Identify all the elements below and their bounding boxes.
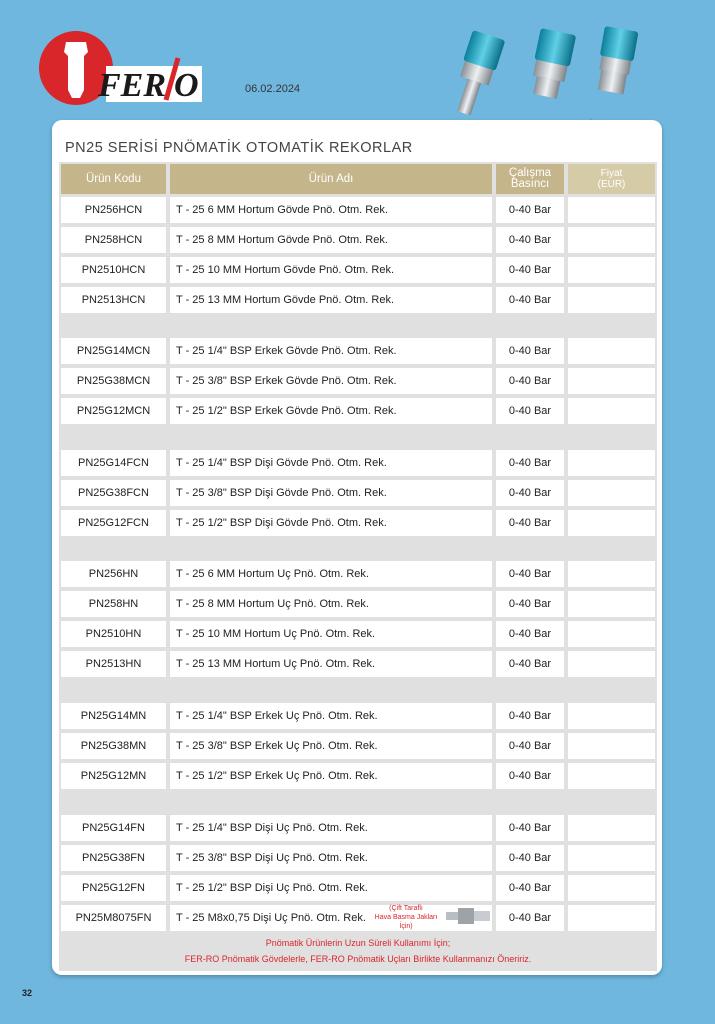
row-price-cell [568,227,655,253]
row-price-cell [568,510,655,536]
row-price-cell [568,875,655,901]
row-pressure-cell: 0-40 Bar [496,368,564,394]
row-price-cell [568,845,655,871]
row-code-cell: PN25G14MN [61,703,166,729]
row-name-cell: T - 25 1/2" BSP Erkek Gövde Pnö. Otm. Rek. [170,398,492,424]
row-name-cell: T - 25 3/8" BSP Dişi Gövde Pnö. Otm. Rek. [170,480,492,506]
row-price-cell [568,398,655,424]
row-pressure-cell: 0-40 Bar [496,257,564,283]
row-code-cell: PN256HN [61,561,166,587]
row-code-cell: PN2513HCN [61,287,166,313]
row-pressure-cell: 0-40 Bar [496,591,564,617]
row-code-cell: PN2510HN [61,621,166,647]
row-pressure-cell: 0-40 Bar [496,398,564,424]
row-pressure-cell: 0-40 Bar [496,621,564,647]
row-pressure-cell: 0-40 Bar [496,763,564,789]
row-pressure-cell: 0-40 Bar [496,480,564,506]
row-name-cell: T - 25 1/4" BSP Erkek Uç Pnö. Otm. Rek. [170,703,492,729]
row-pressure-cell: 0-40 Bar [496,197,564,223]
catalog-date: 06.02.2024 [245,83,301,95]
row-code-cell: PN25G38MN [61,733,166,759]
row-price-cell [568,815,655,841]
row-name-cell: T - 25 1/2" BSP Dişi Uç Pnö. Otm. Rek. [170,875,492,901]
row-pressure-cell: 0-40 Bar [496,845,564,871]
row-code-cell: PN25G14MCN [61,338,166,364]
row-price-cell [568,591,655,617]
page-title: PN25 SERİSİ PNÖMATİK OTOMATİK REKORLAR [65,140,413,156]
header-price [568,164,655,194]
row-pressure-cell: 0-40 Bar [496,905,564,931]
row-price-cell [568,197,655,223]
footer-note [59,935,657,967]
header-price-line1: Fiyat [600,168,623,179]
fitting-note-line2: Hava Basma Jakları İçin) [374,914,438,930]
row-name-cell: T - 25 8 MM Hortum Gövde Pnö. Otm. Rek. [170,227,492,253]
footer-note-line2: FER-RO Pnömatik Gövdelerle, FER-RO Pnömatik Uçları Birlikte Kullanmanızı Öneririz. [184,954,532,964]
row-code-cell: PN25G38FN [61,845,166,871]
row-name-cell: T - 25 8 MM Hortum Uç Pnö. Otm. Rek. [170,591,492,617]
row-code-cell: PN258HN [61,591,166,617]
logo-wordmark: FER [98,67,167,104]
ferro-logo [36,28,206,108]
row-code-cell: PN25G12FN [61,875,166,901]
footer-note-line1: Pnömatik Ürünlerin Uzun Süreli Kullanımı İçin; [265,938,451,948]
row-pressure-cell: 0-40 Bar [496,450,564,476]
row-price-cell [568,368,655,394]
row-pressure-cell: 0-40 Bar [496,651,564,677]
row-name-cell: T - 25 10 MM Hortum Gövde Pnö. Otm. Rek. [170,257,492,283]
header-product-code-label: Ürün Kodu [86,172,141,185]
header-pressure-line2: Basıncı [510,178,550,190]
row-pressure-cell: 0-40 Bar [496,510,564,536]
row-name-cell: T - 25 10 MM Hortum Uç Pnö. Otm. Rek. [170,621,492,647]
row-price-cell [568,763,655,789]
row-code-cell: PN25G38FCN [61,480,166,506]
row-price-cell [568,733,655,759]
row-name-cell: T - 25 6 MM Hortum Gövde Pnö. Otm. Rek. [170,197,492,223]
row-code-cell: PN25G14FN [61,815,166,841]
row-name-cell: T - 25 1/4" BSP Dişi Gövde Pnö. Otm. Rek. [170,450,492,476]
svg-text:O: O [174,67,199,104]
row-pressure-cell: 0-40 Bar [496,703,564,729]
fitting-note-line1: (Çift Taraflı [389,905,423,912]
row-name-cell: T - 25 1/4" BSP Dişi Uç Pnö. Otm. Rek. [170,815,492,841]
header-product-code [61,164,166,194]
row-price-cell [568,561,655,587]
row-name-cell: T - 25 3/8" BSP Erkek Uç Pnö. Otm. Rek. [170,733,492,759]
row-code-cell: PN25M8075FN [61,905,166,931]
header-product-name [170,164,492,194]
row-name-cell: T - 25 6 MM Hortum Uç Pnö. Otm. Rek. [170,561,492,587]
row-price-cell [568,287,655,313]
row-price-cell [568,338,655,364]
row-price-cell [568,450,655,476]
double-sided-fitting-image [446,906,490,926]
row-pressure-cell: 0-40 Bar [496,338,564,364]
row-pressure-cell: 0-40 Bar [496,227,564,253]
row-price-cell [568,257,655,283]
row-name-cell: T - 25 13 MM Hortum Uç Pnö. Otm. Rek. [170,651,492,677]
row-price-cell [568,703,655,729]
header-product-name-label: Ürün Adı [308,172,354,185]
row-price-cell [568,480,655,506]
row-name-cell: T - 25 13 MM Hortum Gövde Pnö. Otm. Rek. [170,287,492,313]
row-code-cell: PN2513HN [61,651,166,677]
row-code-cell: PN256HCN [61,197,166,223]
row-price-cell [568,905,655,931]
row-code-cell: PN25G12MN [61,763,166,789]
row-name-cell: T - 25 3/8" BSP Erkek Gövde Pnö. Otm. Rek. [170,368,492,394]
row-name-cell: T - 25 3/8" BSP Dişi Uç Pnö. Otm. Rek. [170,845,492,871]
row-code-cell: PN25G14FCN [61,450,166,476]
row-name-cell: T - 25 1/2" BSP Erkek Uç Pnö. Otm. Rek. [170,763,492,789]
row-name-cell: T - 25 1/2" BSP Dişi Gövde Pnö. Otm. Rek. [170,510,492,536]
row-code-cell: PN25G12MCN [61,398,166,424]
row-pressure-cell: 0-40 Bar [496,287,564,313]
row-pressure-cell: 0-40 Bar [496,815,564,841]
header-pressure [496,164,564,194]
row-code-cell: PN258HCN [61,227,166,253]
row-code-cell: PN25G38MCN [61,368,166,394]
row-price-cell [568,651,655,677]
row-name-cell: T - 25 M8x0,75 Dişi Uç Pnö. Otm. Rek. [170,905,492,931]
row-pressure-cell: 0-40 Bar [496,561,564,587]
row-pressure-cell: 0-40 Bar [496,875,564,901]
row-price-cell [568,621,655,647]
page-number: 32 [22,988,33,998]
row-code-cell: PN25G12FCN [61,510,166,536]
header-pressure-line1: Çalışma [508,167,552,179]
header-price-line2: (EUR) [597,179,626,190]
row-pressure-cell: 0-40 Bar [496,733,564,759]
row-name-cell: T - 25 1/4" BSP Erkek Gövde Pnö. Otm. Rek. [170,338,492,364]
row-code-cell: PN2510HCN [61,257,166,283]
fitting-note [368,904,444,931]
